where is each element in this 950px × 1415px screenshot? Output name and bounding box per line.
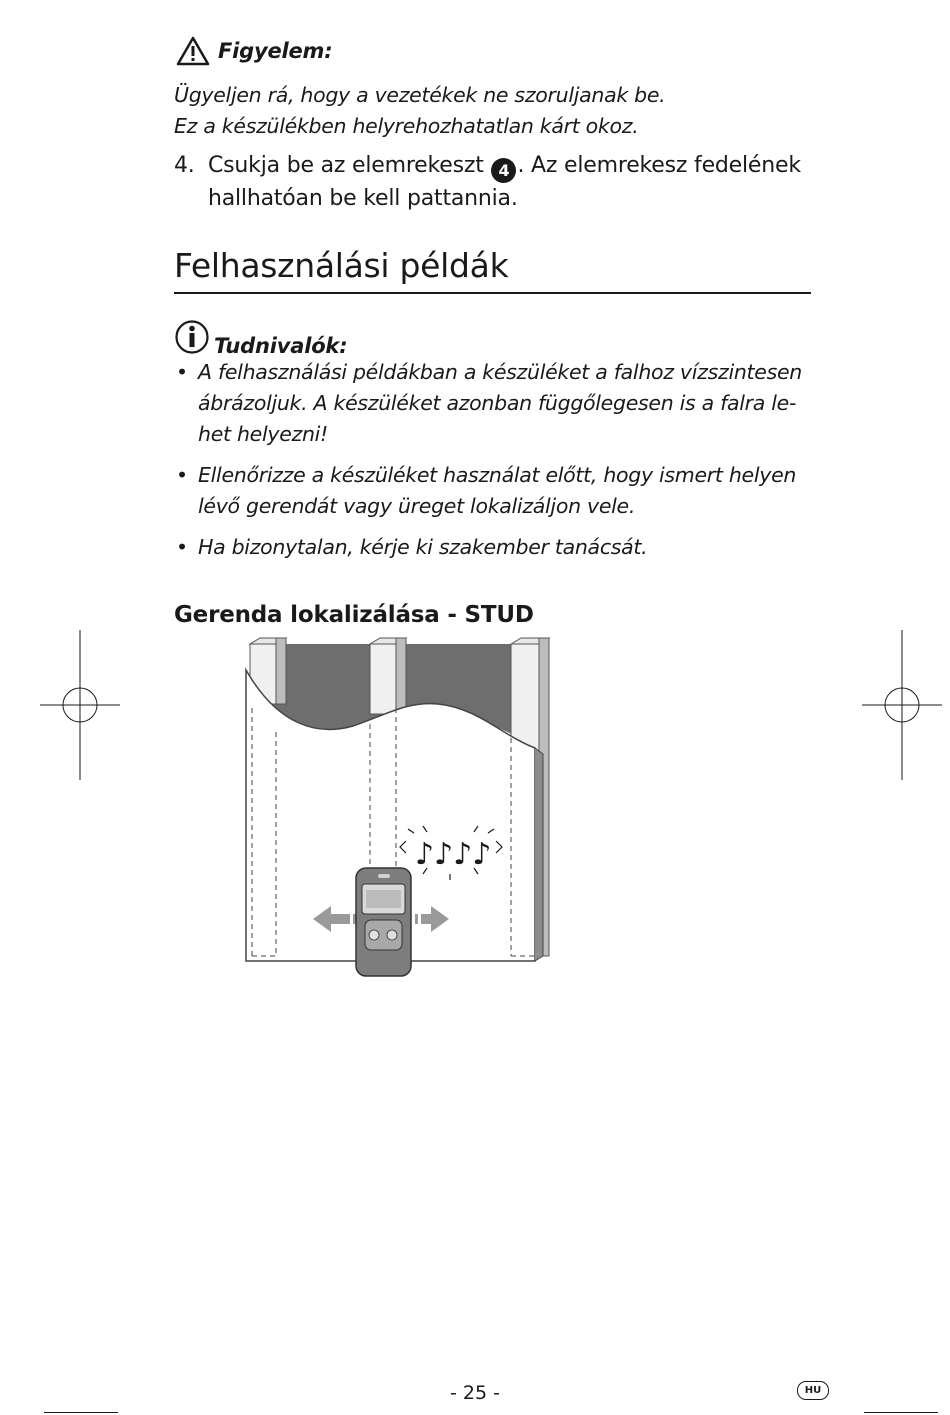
stud-finder-illustration [238, 636, 558, 981]
part-ref-badge: 4 [491, 158, 516, 183]
note-item: • A felhasználási példákban a készüléket a falhoz vízszintesen ábrázoljuk. A készüléket azonban függőlegesen is a falra le-het helyezni! [176, 357, 816, 450]
svg-text:♪♪♪♪: ♪♪♪♪ [415, 837, 492, 872]
registration-mark-left [40, 630, 120, 780]
warning-line-2: Ez a készülékben helyrehozhatatlan kárt okoz. [174, 114, 639, 138]
crop-line-left [44, 1412, 118, 1413]
page-number: - 25 - [450, 1382, 500, 1404]
warning-header [176, 36, 332, 66]
warning-icon [176, 36, 210, 66]
note-item: • Ha bizonytalan, kérje ki szakember tanácsát. [176, 532, 816, 563]
language-badge: HU [797, 1381, 829, 1400]
info-icon [174, 319, 210, 355]
stud-finder-device [356, 868, 411, 976]
step-text-before: Csukja be az elemrekeszt [208, 153, 484, 178]
notes-list [176, 357, 816, 573]
step-text-line2: hallhatóan be kell pattannia. [208, 186, 518, 211]
warning-line-1: Ügyeljen rá, hogy a vezetékek ne szoruljanak be. [174, 83, 666, 107]
crop-line-right [864, 1412, 938, 1413]
step-text-after: . Az elemrekesz fedelének [517, 153, 801, 178]
section-rule [174, 292, 811, 294]
notes-title: Tudnivalók: [214, 334, 348, 358]
step-text [208, 150, 824, 215]
registration-mark-right [862, 630, 942, 780]
section-title: Felhasználási példák [174, 246, 509, 285]
notes-header [174, 316, 347, 358]
note-item: • Ellenőrizze a készüléket használat előtt, hogy ismert helyen lévő gerendát vagy üreget lokalizáljon vele. [176, 460, 816, 522]
step-number: 4. [174, 153, 195, 178]
subsection-title: Gerenda lokalizálása - STUD [174, 602, 534, 628]
warning-title: Figyelem: [218, 39, 333, 63]
step-4 [174, 150, 824, 215]
